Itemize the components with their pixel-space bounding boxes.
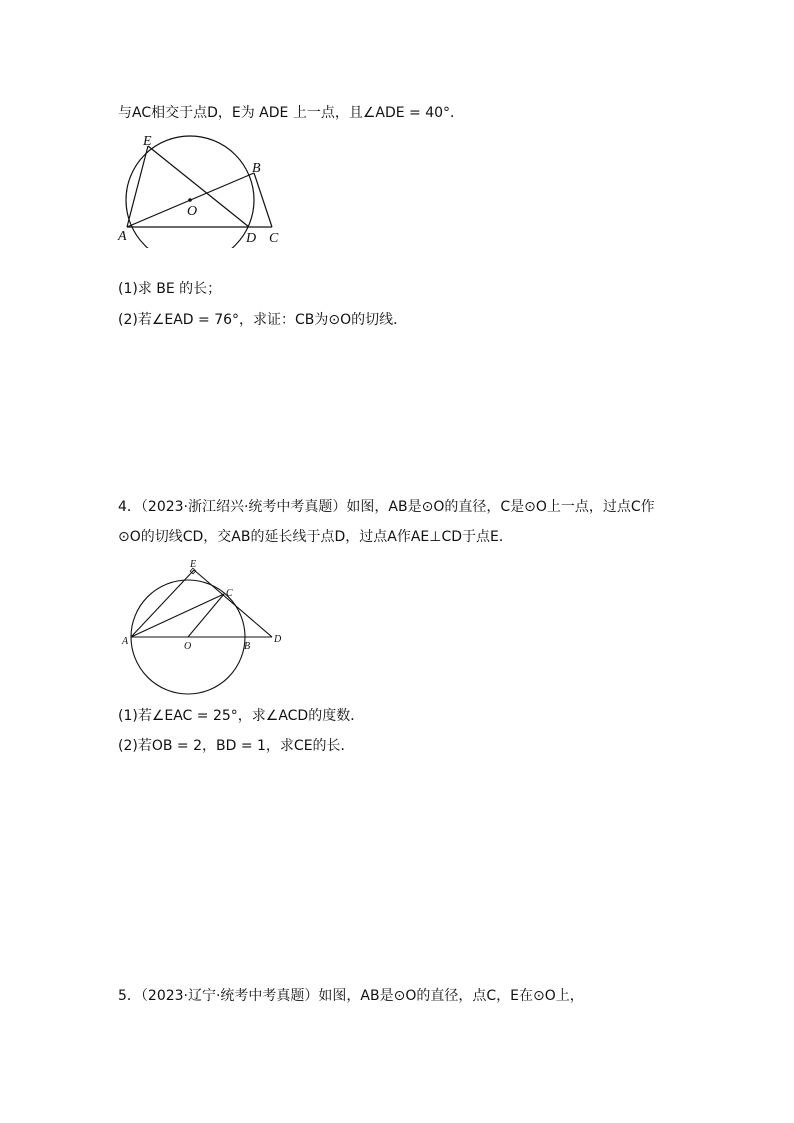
segment-ed [194,570,272,637]
problem4-figure [118,556,290,696]
problem4-q1: (1)若∠EAC = 25°，求∠ACD的度数． [118,708,365,724]
label-a: A [118,229,127,244]
label-o: O [184,641,192,652]
label-b: B [244,641,251,652]
label-d: D [246,231,257,246]
problem5-stem-line1: 5．（2023·辽宁·统考中考真题）如图，AB是⊙O的直径，点C，E在⊙O上， [118,988,584,1004]
problem4-stem-line2: ⊙O的切线CD，交AB的延长线于点D，过点A作AE⊥CD于点E． [118,529,513,545]
problem3-figure [112,130,292,248]
label-b: B [252,161,261,176]
segment-ae [131,570,194,637]
label-e: E [190,559,197,570]
label-e: E [143,134,152,149]
center-point [188,198,192,202]
label-o: O [187,204,198,219]
problem3-q2: (2)若∠EAD = 76°，求证：CB为⊙O的切线． [118,312,408,328]
label-c: C [226,588,233,599]
label-d: D [274,634,282,645]
segment-oc [188,594,224,637]
problem4-stem-line1: 4．（2023·浙江绍兴·统考中考真题）如图，AB是⊙O的直径，C是⊙O上一点，过点C作 [118,499,655,515]
problem4-q2: (2)若OB = 2，BD = 1，求CE的长． [118,738,355,754]
label-c: C [269,231,279,246]
problem3-intro: 与AC相交于点D，E为 ADE 上一点，且∠ADE = 40°． [118,105,465,121]
segment-ae [127,146,148,227]
segment-ed [148,146,249,227]
circle-o [126,136,257,248]
label-a: A [122,636,129,647]
segment-bc [254,173,272,227]
problem3-q1: (1)求 BE 的长； [118,281,222,297]
